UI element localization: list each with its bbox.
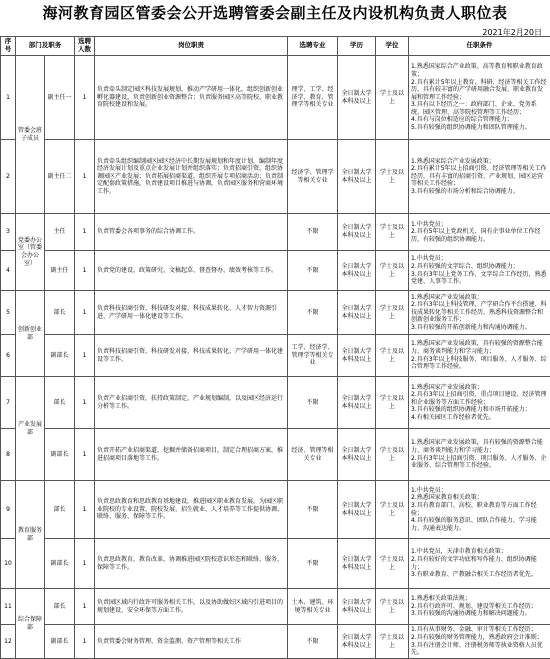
duty-cell: 负责思政教育和思政教育基地建设，推进园区职业教育发展，为园区职业院校的专业设置、院校发展、招生就业、人才培养等工作提供协调、联络、服务、保障等工作。 (95, 481, 288, 539)
edu-cell: 全日制大学本科及以上 (338, 214, 376, 251)
row-no: 7 (1, 377, 16, 429)
table-header-row (1, 37, 550, 56)
degree-cell: 学士及以上 (376, 625, 409, 659)
count-cell: 1 (75, 140, 95, 214)
table-row (1, 56, 550, 140)
position-cell: 副部长 (45, 335, 75, 377)
duty-cell: 负责科技招商引资、科技研发对接、科技成果转化、人才智力资源引进、产学研用一体化建设等工作。 (95, 291, 288, 335)
row-no: 2 (1, 140, 16, 214)
header-conditions: 任职条件 (409, 37, 550, 56)
position-cell: 部长 (45, 377, 75, 429)
edu-cell: 全日制大学本科及以上 (338, 539, 376, 589)
dept-cell: 创新创业部 (16, 291, 45, 377)
degree-cell: 学士及以上 (376, 291, 409, 335)
major-cell: 不限 (288, 214, 338, 251)
degree-cell: 学士及以上 (376, 214, 409, 251)
document-date: 2021年2月20日 (482, 27, 542, 38)
conditions-cell: 1.熟悉国家产业发展政策，具有较强的资源整合能力、商务谈判能力和学习能力； 2.具有3年以上科技服务、项目服务、人才服务、综合管理等工作经验。 (409, 335, 550, 377)
count-cell: 1 (75, 429, 95, 481)
duty-cell: 负责牵头组织编制园区园区经济中长期发展规划和年度计划，编制年度经济发展计划及重点企业发展计划并组织落实；负责招商引资，组织协调园区产业发展；负责拓展招商渠道，组织开展专项招商活动；负责制定配套政策措施，负责建设项目推进与协调，负责园区服务和营商环境工作。 (95, 140, 288, 214)
row-no: 12 (1, 625, 16, 659)
major-cell: 不限 (288, 625, 338, 659)
count-cell: 1 (75, 291, 95, 335)
degree-cell: 学士及以上 (376, 429, 409, 481)
table-row (1, 429, 550, 481)
table-row (1, 377, 550, 429)
header-duty: 岗位职责 (95, 37, 288, 56)
header-no: 序号 (1, 37, 16, 56)
dept-cell: 综合保障部 (16, 589, 45, 659)
position-cell: 副部长 (45, 429, 75, 481)
count-cell: 1 (75, 481, 95, 539)
edu-cell: 全日制大学本科及以上 (338, 291, 376, 335)
header-count: 选聘人数 (75, 37, 95, 56)
dept-cell: 党委办公室（管委会办公室） (16, 214, 45, 291)
row-no: 5 (1, 291, 16, 335)
count-cell: 1 (75, 214, 95, 251)
row-no: 8 (1, 429, 16, 481)
dept-cell: 教育服务部 (16, 481, 45, 589)
row-no: 1 (1, 56, 16, 140)
edu-cell: 全日制大学本科及以上 (338, 589, 376, 625)
major-cell: 经济学、管理学等相关专业 (288, 140, 338, 214)
position-cell: 部长 (45, 481, 75, 539)
major-cell: 不限 (288, 251, 338, 291)
degree-cell: 学士及以上 (376, 335, 409, 377)
major-cell: 经济、管理等相关专业 (288, 429, 338, 481)
dept-cell: 产业发展部 (16, 377, 45, 481)
header-degree: 学位 (376, 37, 409, 56)
table-row (1, 625, 550, 659)
edu-cell: 全日制大学本科及以上 (338, 377, 376, 429)
conditions-cell: 1.中共党员； 2.熟悉国家教育相关政策； 3.具有教育部门、高校、职业教育等方面工作经验； 4.具有较强的服务意识、团队合作能力、学习能力、沟通表达能力。 (409, 481, 550, 539)
duty-cell: 负责管委会各项事务的综合协调工作。 (95, 214, 288, 251)
major-cell: 不限 (288, 539, 338, 589)
position-cell: 部长 (45, 291, 75, 335)
edu-cell: 全日制大学本科及以上 (338, 56, 376, 140)
duty-cell: 负责园区域内行政许可服务相关工作，以及协助做好区域内引进项目的规划建设、安全环保等方面工作。 (95, 589, 288, 625)
row-no: 4 (1, 251, 16, 291)
degree-cell: 学士及以上 (376, 539, 409, 589)
degree-cell: 学士及以上 (376, 589, 409, 625)
table-row (1, 481, 550, 539)
major-cell: 不限 (288, 291, 338, 335)
row-no: 10 (1, 539, 16, 589)
conditions-cell: 1.熟悉国家产业发展政策； 2.具有3年以上科技管理、产学研合作平台搭建、科技成果转化等相关工作经历，熟悉科技资源整合和创新创业服务工作； 3.具有较强的开拓创新能力和沟通协调能力。 (409, 291, 550, 335)
conditions-cell: 1.熟悉国家综合产业政策、高等教育和职业教育政策； 2.具有累计5年以上教育、科研、经济等相关工作经历，具有较丰富的产学研用融合发展、职业教育发展和管理工作经验； 3.具有以下经历之一：政府部门、企业、党务系统、园区管理、高等院校管理等工作经历； 4.具有与岗位相适应的综合管理能力； 5.具有较强的组织协调能力和团队管理能力。 (409, 56, 550, 140)
count-cell: 1 (75, 539, 95, 589)
major-cell: 不限 (288, 481, 338, 539)
count-cell: 1 (75, 335, 95, 377)
conditions-cell: 1.熟悉国家产业发展政策，具有较强的资源整合能力、商务谈判能力和学习能力； 2.具有3年以上招商引资、项目服务、人才服务、企业服务、综合管理等工作经验。 (409, 429, 550, 481)
duty-cell: 负责牵头制定园区科技发展规划，推动产学研用一体化，组织创新创业孵化器建设，负责创新创业资源整合；负责服务园区高等院校、职业教育院校建设和发展。 (95, 56, 288, 140)
duty-cell: 负责管委会财务管理、资金监测、资产管理等相关工作 (95, 625, 288, 659)
position-cell: 副主任一 (45, 56, 75, 140)
table-row (1, 539, 550, 589)
row-no: 3 (1, 214, 16, 251)
conditions-cell: 1.中共党员，天津市教育相关政策； 2.具有较好的文字功底和写作能力、组织协调能力； 3.有职业教育、产教融合相关工作经历者优先。 (409, 539, 550, 589)
table-row (1, 251, 550, 291)
count-cell: 1 (75, 589, 95, 625)
dept-cell: 管委会班子成员 (16, 56, 45, 214)
conditions-cell: 1.中共党员； 2.具有较强的文字综合、组织协调能力； 3.具有3年以上党务工作、文字综合工作经历，熟悉党建、人事等工作。 (409, 251, 550, 291)
conditions-cell: 1.熟悉国家产业发展政策； 2.具有3年以上招商引资、重点项目建设、经济管理和企业服务等方面工作经验； 3.具有较强的组织协调能力和市场开拓能力； 4.有相关园区工作经验者优先。 (409, 377, 550, 429)
table-row (1, 291, 550, 335)
major-cell: 不限 (288, 377, 338, 429)
degree-cell: 学士及以上 (376, 56, 409, 140)
major-cell: 工学、经济学、管理学等相关专业 (288, 335, 338, 377)
position-cell: 主任 (45, 214, 75, 251)
position-cell: 副部长 (45, 539, 75, 589)
position-cell: 副主任 (45, 251, 75, 291)
position-cell: 副主任二 (45, 140, 75, 214)
edu-cell: 全日制大学本科及以上 (338, 335, 376, 377)
major-cell: 理学、工学、经济学、教育、管理学等相关专业 (288, 56, 338, 140)
positions-table (0, 36, 550, 659)
edu-cell: 全日制大学本科及以上 (338, 481, 376, 539)
degree-cell: 学士及以上 (376, 140, 409, 214)
position-cell: 部长 (45, 589, 75, 625)
edu-cell: 全日制大学本科及以上 (338, 625, 376, 659)
position-cell: 副部长 (45, 625, 75, 659)
duty-cell: 负责思政教育，教育改革，协调推进园区院校意识形态和联络、服务、保障等工作。 (95, 539, 288, 589)
conditions-cell: 1.具有从事财务、金融、审计等相关工作经历； 2.具有较强的财务管理能力，熟悉政府会计准则； 3.具有注册会计师、注册税务师等执业资格人员优先。 (409, 625, 550, 659)
duty-cell: 负责开拓产业招商渠道，挖掘并储备招商项目，制定合理招商方案，推进招商项目落地等工作。 (95, 429, 288, 481)
count-cell: 1 (75, 56, 95, 140)
table-row (1, 140, 550, 214)
row-no: 11 (1, 589, 16, 625)
duty-cell: 负责科技招商引资、科技研发对接、科技成果转化、产学研用一体化建设等工作。 (95, 335, 288, 377)
header-edu: 学历 (338, 37, 376, 56)
degree-cell: 学士及以上 (376, 377, 409, 429)
table-row (1, 214, 550, 251)
degree-cell: 学士及以上 (376, 481, 409, 539)
header-dept: 部门及职务 (16, 37, 75, 56)
table-row (1, 589, 550, 625)
duty-cell: 负责产业招商引资，扶持政策制定，产业规划编制，以及园区经济运行分析等工作。 (95, 377, 288, 429)
conditions-cell: 1.熟悉国家综合产业发展政策； 2.具有累计5年以上招商引资、经济管理等相关工作经历，具有丰富的招商引资、产业规划、园区运营等相关工作经验； 3.具有较强的市场分析和综合协调能力。 (409, 140, 550, 214)
count-cell: 1 (75, 251, 95, 291)
page-title: 海河教育园区管委会公开选聘管委会副主任及内设机构负责人职位表 (0, 2, 550, 23)
conditions-cell: 1.熟悉相关政策法规； 2.具有行政许可、规划、建设等相关工作经历； 3.具有较强的沟通协调能力和解决问题能力。 (409, 589, 550, 625)
header-major: 选聘专业 (288, 37, 338, 56)
edu-cell: 全日制大学本科及以上 (338, 251, 376, 291)
count-cell: 1 (75, 625, 95, 659)
row-no: 6 (1, 335, 16, 377)
count-cell: 1 (75, 377, 95, 429)
edu-cell: 全日制大学本科及以上 (338, 429, 376, 481)
major-cell: 土木、建筑、环境等相关专业 (288, 589, 338, 625)
table-row (1, 335, 550, 377)
degree-cell: 学士及以上 (376, 251, 409, 291)
conditions-cell: 1.中共党员； 2.具有5年以上党政机关、国有企事业单位工作经历，有较强的组织协调能力。 (409, 214, 550, 251)
edu-cell: 全日制大学本科及以上 (338, 140, 376, 214)
row-no: 9 (1, 481, 16, 539)
duty-cell: 负责党的建设、政策研究、文稿起草、督查督办、绩效考核等工作。 (95, 251, 288, 291)
